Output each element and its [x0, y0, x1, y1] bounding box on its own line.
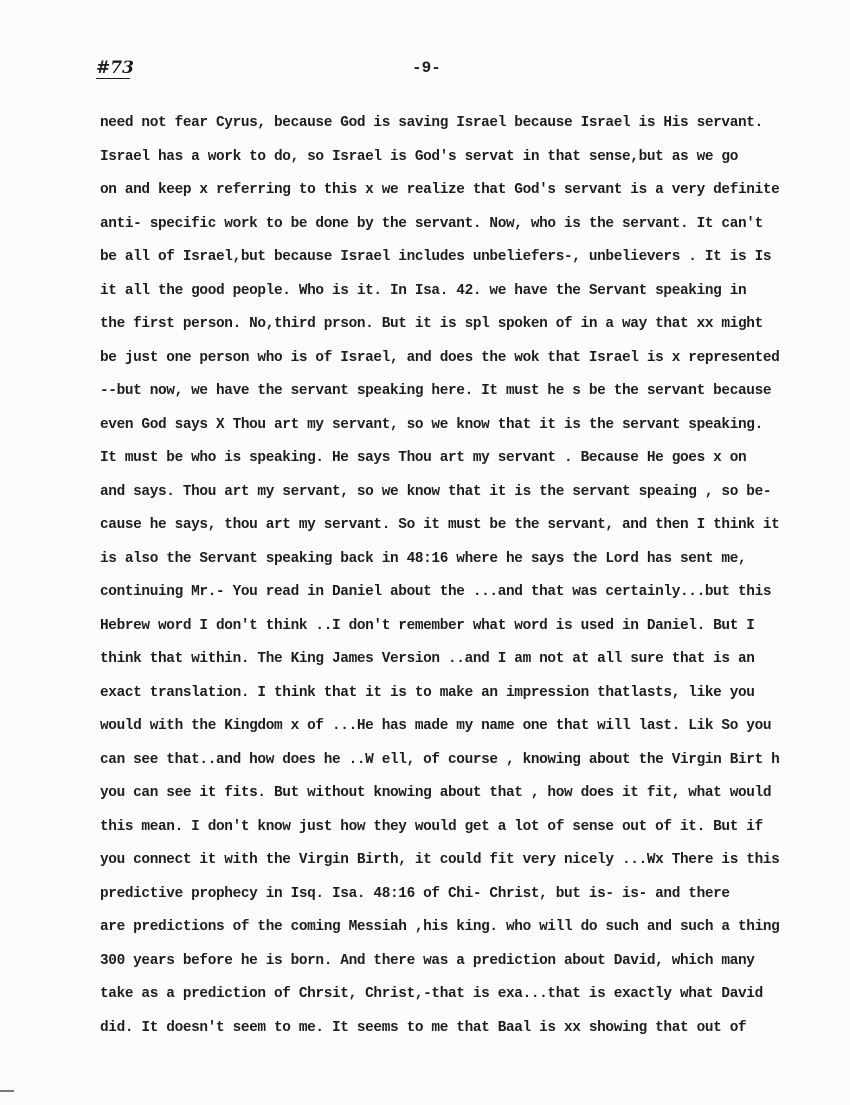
text-line: did. It doesn't seem to me. It seems to me that Baal is xx showing that out of: [100, 1019, 747, 1036]
text-line: you can see it fits. But without knowing about that , how does it fit, what would: [100, 785, 772, 801]
text-line: it all the good people. Who is it. In Isa. 42. we have the Servant speaking in: [100, 282, 747, 299]
text-line: be just one person who is of Israel, and does the wok that Israel is x represented: [100, 349, 780, 366]
text-line: be all of Israel,but because Israel includes unbeliefers-, unbelievers . It is Is: [100, 249, 772, 265]
text-line: you connect it with the Virgin Birth, it could fit very nicely ...Wx There is this: [100, 852, 780, 868]
document-number: #73: [96, 58, 134, 78]
text-line: and says. Thou art my servant, so we know that it is the servant speaing , so be-: [100, 483, 772, 500]
text-line: --but now, we have the servant speaking here. It must he s be the servant because: [100, 383, 772, 399]
text-line: It must be who is speaking. He says Thou art my servant . Because He goes x on: [100, 450, 747, 466]
text-line: think that within. The King James Version ..and I am not at all sure that is an: [100, 651, 755, 667]
text-line: is also the Servant speaking back in 48:16 where he says the Lord has sent me,: [100, 550, 747, 567]
text-line: 300 years before he is born. And there was a prediction about David, which many: [100, 952, 755, 969]
text-line: need not fear Cyrus, because God is saving Israel because Israel is His servant.: [100, 115, 763, 131]
text-line: take as a prediction of Chrsit, Christ,-that is exa...that is exactly what David: [100, 986, 763, 1002]
page-number: -9-: [412, 59, 441, 77]
text-line: the first person. No,third prson. But it is spl spoken of in a way that xx might: [100, 316, 763, 332]
text-line: Israel has a work to do, so Israel is God's servat in that sense,but as we go: [100, 148, 739, 165]
text-line: would with the Kingdom x of ...He has made my name one that will last. Lik So you: [100, 718, 772, 734]
text-line: on and keep x referring to this x we realize that God's servant is a very definite: [100, 182, 780, 198]
body-text: [100, 112, 800, 1050]
text-line: continuing Mr.- You read in Daniel about the ...and that was certainly...but this: [100, 584, 772, 600]
text-line: can see that..and how does he ..W ell, of course , knowing about the Virgin Birt h: [100, 751, 780, 768]
text-line: predictive prophecy in Isq. Isa. 48:16 of Chi- Christ, but is- is- and there: [100, 885, 730, 902]
text-line: cause he says, thou art my servant. So it must be the servant, and then I think it: [100, 517, 780, 533]
scan-edge-mark: [0, 1090, 14, 1092]
text-line: this mean. I don't know just how they would get a lot of sense out of it. But if: [100, 818, 763, 835]
text-line: exact translation. I think that it is to make an impression thatlasts, like you: [100, 684, 755, 701]
text-line: Hebrew word I don't think ..I don't remember what word is used in Daniel. But I: [100, 617, 755, 634]
text-line: even God says X Thou art my servant, so we know that it is the servant speaking.: [100, 416, 763, 433]
text-line: anti- specific work to be done by the servant. Now, who is the servant. It can't: [100, 215, 763, 232]
text-line: are predictions of the coming Messiah ,his king. who will do such and such a thing: [100, 919, 780, 935]
